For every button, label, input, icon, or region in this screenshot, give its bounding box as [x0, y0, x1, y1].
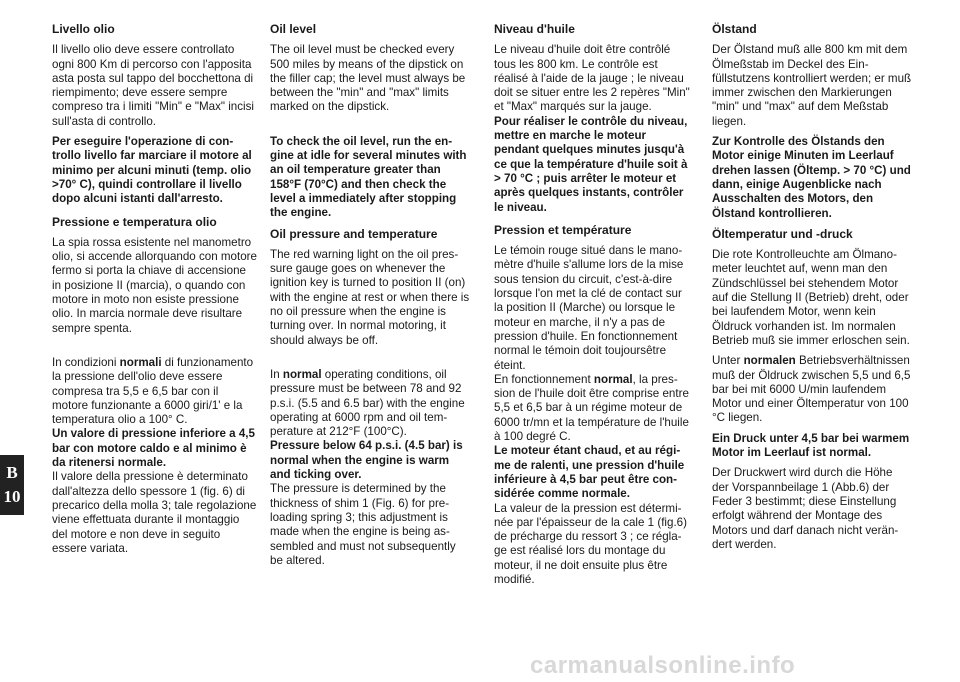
normal-pressure-text: En fonctionnement normal, la pression de l'huile doit être comprise entre 5,5 et 6,5 bar à un régime moteur de 6000 tr/mn et la température de l'huile à 100 degré C. — [494, 372, 689, 444]
oil-level-text: The oil level must be checked every 500 miles by means of the dipstick on the filler cap; the level must always be between the "min" and "max" limits marked on the dipstick. — [270, 43, 466, 114]
pressure-shim-text: Der Druckwert wird durch die Höhe der Vorspannbeilage 1 (Abb.6) der Feder 3 bestimmt; diese Einstellung erfolgt während der Montage des Motors und darf danach nicht verändert werden. — [712, 466, 899, 551]
normal-pressure-text: Unter normalen Betriebsverhältnissen muß der Öldruck zwischen 5,5 und 6,5 bar bei mit 6000 U/min laufendem Motor und einer Öltemperatur von 100 °C liegen. — [712, 354, 911, 425]
oil-level-text: Il livello olio deve essere controllato ogni 800 Km di percorso con l'apposita asta posta sul tappo del bocchettona di riempimento; deve essere sempre compreso tra i limiti "Min" e "Max" incisi sull'asta di controllo. — [52, 43, 255, 128]
oil-check-instruction: Pour réaliser le contrôle du niveau, mettre en marche le moteur pendant quelques minutes jusqu'à ce que la température d'huile soit à > 70 °C ; puis arrêter le moteur et après quelques instants, contrôler le niveau. — [494, 114, 688, 214]
oil-level-text: Der Ölstand muß alle 800 km mit dem Ölmeßstab im Deckel des Einfüllstutzens kontrolliert werden; er muß immer zwischen den Markierungen "min" und "max" auf dem Meßstab liegen. — [712, 43, 912, 128]
pressure-shim-text: The pressure is determined by the thickness of shim 1 (Fig. 6) for preloading spring 3; this adjustment is made when the engine is being assembled and must not subsequently be altered. — [270, 482, 456, 567]
oil-check-instruction: Zur Kontrolle des Ölstands den Motor einige Minuten im Leerlauf drehen lassen (Öltemp. > 70 °C) und dann, einige Augenblicke nach Ausschalten des Motors, den Ölstand kontrollieren. — [712, 135, 911, 220]
oil-level-heading: Oil level — [270, 22, 317, 36]
normal-pressure-text: In condizioni normali di funzionamento la pressione dell'olio deve essere compresa tra 5,5 e 6,5 bar con il motore funzionante a 6000 giri/1' e la temperatura olio a 100° C. — [52, 355, 254, 427]
oil-level-heading: Livello olio — [52, 22, 115, 36]
normal-pressure-text: In normal operating conditions, oil pressure must be between 78 and 92 p.s.i. (5.5 and 6.5 bar) with the engine operating at 6000 rpm and oil temperature at 212°F (100°C). — [270, 367, 465, 439]
german-column — [712, 22, 912, 552]
english-column — [270, 22, 470, 568]
warning-light-text: La spia rossa esistente nel manometro olio, si accende allorquando con motore fermo si porta la chiave di accensione in posizione II (marcia), o quando con motore in moto non esiste pressione olio. In marcia normale deve risultare sempre spenta. — [52, 235, 257, 335]
section-letter: B — [6, 463, 18, 482]
oil-pressure-heading: Öltemperatur und -druck — [712, 226, 853, 241]
pressure-shim-text: La valeur de la pression est déterminée par l'épaisseur de la cale 1 (fig.6) de précharge du ressort 3 ; ce réglage est réalisé lors du montage du moteur, il ne doit ensuite plus être modifié. — [494, 501, 687, 586]
oil-level-text: Le niveau d'huile doit être contrôlé tous les 800 km. Le contrôle est réalisé à l'aide de la jauge ; le niveau doit se situer entre les 2 repères "Min" et "Max" marqués sur la jauge. — [494, 43, 690, 114]
oil-check-instruction: To check the oil level, run the engine at idle for several minutes with an oil temperature greater than 158°F (70°C) and then check the level a immediately after stopping the engine. — [270, 134, 467, 220]
low-pressure-note: Ein Druck unter 4,5 bar bei warmem Motor im Leerlauf ist normal. — [712, 431, 910, 460]
oil-level-heading: Niveau d'huile — [494, 22, 575, 36]
low-pressure-note: Un valore di pressione inferiore a 4,5 bar con motore caldo e al minimo è da ritenersi normale. — [52, 427, 255, 470]
oil-level-heading: Ölstand — [712, 22, 757, 36]
section-number: 10 — [3, 487, 21, 506]
oil-pressure-heading: Oil pressure and temperature — [270, 226, 438, 241]
warning-light-text: The red warning light on the oil pressure gauge goes on whenever the ignition key is turned to position II (on) with the engine at rest or when there is no oil pressure when the engine is turning over. In normal motoring, it should always be off. — [270, 247, 470, 347]
low-pressure-note: Le moteur étant chaud, et au régime de ralenti, une pression d'huile inférieure à 4,5 bar peut être considérée comme normale. — [494, 444, 685, 501]
pressure-shim-text: Il valore della pressione è determinato dall'altezza dello spessore 1 (fig. 6) di precarico della molla 3; tale regolazione viene effettuata durante il montaggio del motore e non deve in seguito essere variata. — [52, 470, 257, 555]
italian-column — [52, 22, 257, 556]
low-pressure-note: Pressure below 64 p.s.i. (4.5 bar) is normal when the engine is warm and ticking over. — [270, 439, 463, 482]
french-column — [494, 22, 690, 587]
warning-light-text: Die rote Kontrolleuchte am Ölmanometer leuchtet auf, wenn man den Zündschlüssel bei stehendem Motor auf die Stellung II (Betrieb) dreht, oder bei laufendem Motor, wenn kein Öldruck vorhanden ist. Im normalen Betrieb muß sie immer erloschen sein. — [712, 248, 910, 347]
section-tab — [0, 455, 24, 515]
oil-check-instruction: Per eseguire l'operazione di controllo livello far marciare il motore al minimo per alcuni minuti (temp. olio >70° C), quindi controllare il livello dopo alcuni istanti dall'arresto. — [52, 135, 252, 206]
oil-pressure-heading: Pression et température — [494, 222, 632, 237]
watermark: carmanualsonline.info — [530, 652, 796, 679]
warning-light-text: Le témoin rouge situé dans le manomètre d'huile s'allume lors de la mise sous tension du circuit, c'est-à-dire lorsque l'on met la clé de contact sur la position II (Marche) ou lorsque le moteur en marche, il n'y a pas de pression d'huile. En fonctionnement normal le témoin doit toujoursêtre éteint. — [494, 244, 684, 372]
oil-pressure-heading: Pressione e temperatura olio — [52, 214, 217, 229]
